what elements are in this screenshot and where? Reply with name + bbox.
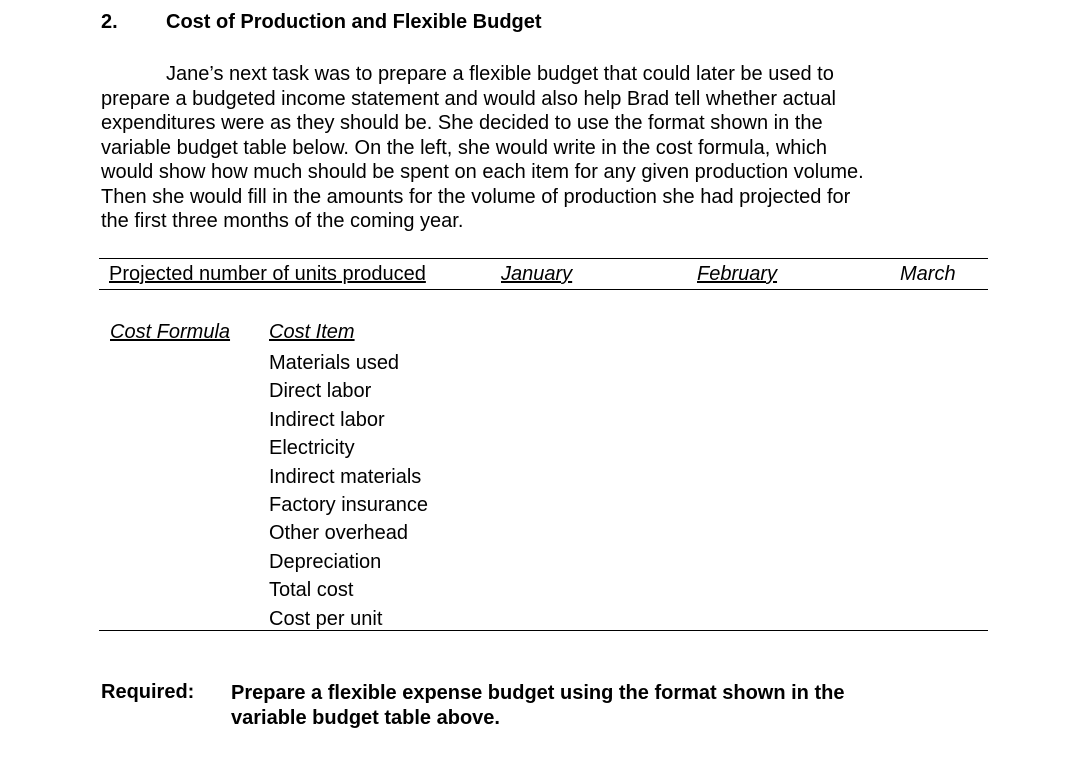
intro-paragraph <box>101 62 864 234</box>
cost-item-indirect-labor: Indirect labor <box>269 408 385 431</box>
cost-formula-header: Cost Formula <box>110 321 231 343</box>
intro-line: the first three months of the coming year. <box>101 210 464 232</box>
table-top-rule <box>99 258 988 259</box>
section-number: 2. <box>101 11 118 33</box>
intro-line: prepare a budgeted income statement and would also help Brad tell whether actual <box>101 87 836 110</box>
cost-item-other-overhead: Other overhead <box>269 522 408 545</box>
units-produced-label: Projected number of units produced <box>109 263 426 285</box>
month-header-february: February <box>697 263 778 285</box>
intro-line: Then she would fill in the amounts for the volume of production she had projected for <box>101 185 851 208</box>
table-bottom-rule <box>99 630 988 631</box>
required-line: Prepare a flexible expense budget using the format shown in the <box>231 682 845 704</box>
month-header-january: January <box>501 263 573 285</box>
cost-item-factory-insurance: Factory insurance <box>269 493 428 516</box>
cost-item-cost-per-unit: Cost per unit <box>269 607 383 630</box>
cost-item-direct-labor: Direct labor <box>269 380 372 403</box>
table-header-rule <box>99 289 988 290</box>
month-header-march: March <box>900 263 956 285</box>
intro-line: expenditures were as they should be. She decided to use the format shown in the <box>101 112 823 134</box>
section-title: Cost of Production and Flexible Budget <box>166 11 542 33</box>
intro-line: Jane’s next task was to prepare a flexible budget that could later be used to <box>166 63 834 85</box>
cost-item-total-cost: Total cost <box>269 579 354 602</box>
intro-line: variable budget table below. On the left, she would write in the cost formula, which <box>101 136 827 159</box>
intro-line: would show how much should be spent on each item for any given production volume. <box>101 161 864 183</box>
cost-item-depreciation: Depreciation <box>269 550 382 573</box>
cost-item-materials-used: Materials used <box>269 352 400 374</box>
cost-item-indirect-materials: Indirect materials <box>269 465 422 488</box>
required-text <box>231 681 844 730</box>
required-line: variable budget table above. <box>231 706 500 729</box>
cost-item-header: Cost Item <box>269 321 355 343</box>
cost-item-electricity: Electricity <box>269 437 355 460</box>
required-label: Required: <box>101 681 195 703</box>
cost-item-list <box>269 349 428 633</box>
